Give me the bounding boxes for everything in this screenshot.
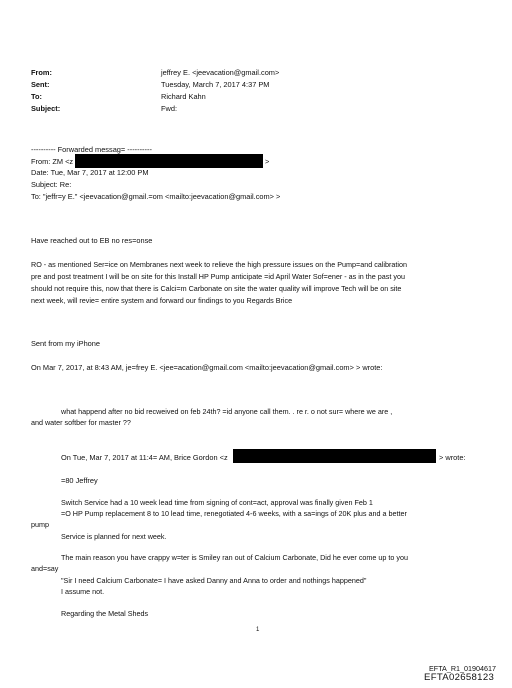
body-ro-line: RO - as mentioned Ser=ice on Membranes next week to relieve the high pressure issues on the Pump=and calibration — [31, 260, 407, 269]
body-line-reached-out: Have reached out to EB no res=onse — [31, 236, 153, 245]
greeting: =80 Jeffrey — [61, 476, 98, 485]
redaction-block — [75, 154, 263, 168]
on-mar-wrote: On Mar 7, 2017, at 8:43 AM, je=frey E. <jee=acation@gmail.com <mailto:jeevacation@gmail.com> > wrote: — [31, 363, 383, 372]
quote-sir: "Sir I need Calcium Carbonate= I have asked Danny and Anna to order and nothings happened" — [61, 576, 367, 585]
forwarded-to: To: "jeffr=y E." <jeevacation@gmail.=om <mailto:jeevacation@gmail.com> > — [31, 192, 281, 201]
body-ro-line: pre and post treatment I will be on site for this Install HP Pump anticipate =id April Water Sof=ener - as in the past you — [31, 272, 405, 281]
to-value: Richard Kahn — [161, 92, 206, 101]
quote-line: what happend after no bid recweived on feb 24th? =id anyone call them. . re r. o not sur= where we are , — [61, 407, 393, 416]
switch-line: =O HP Pump replacement 8 to 10 lead time, renegotiated 4-6 weeks, with a sa=ings of 20K plus and a better — [61, 509, 407, 518]
on-tue-wrote-suffix: > wrote: — [439, 453, 466, 462]
subject-value: Fwd: — [161, 104, 178, 113]
from-value: jeffrey E. <jeevacation@gmail.com> — [161, 68, 280, 77]
efta-id-large: EFTA02658123 — [424, 672, 495, 683]
switch-line: Switch Service had a 10 week lead time from signing of cont=act, approval was finally given Feb 1 — [61, 498, 373, 507]
metal-sheds: Regarding the Metal Sheds — [61, 609, 149, 618]
body-ro-line: should not require this, now that there is Calci=m Carbonate on site the water quality will improve Tech will be on site — [31, 284, 402, 293]
sent-from-iphone: Sent from my iPhone — [31, 339, 101, 348]
body-ro-line: next week, will revie= entire system and forward our findings to you Regards Brice — [31, 296, 293, 305]
subject-label: Subject: — [31, 104, 61, 113]
page-number: 1 — [256, 627, 260, 633]
and-say: and=say — [31, 564, 59, 573]
from-label: From: — [31, 68, 52, 77]
efta-id-small: EFTA_R1_01904617 — [429, 664, 496, 673]
forwarded-from-close: > — [265, 157, 270, 166]
on-tue-wrote: On Tue, Mar 7, 2017 at 11:4= AM, Brice Gordon <z — [61, 453, 228, 462]
to-label: To: — [31, 92, 42, 101]
forwarded-subject: Subject: Re: — [31, 180, 72, 189]
redaction-block — [233, 449, 436, 463]
forwarded-from: From: ZM <z — [31, 157, 74, 166]
service-planned: Service is planned for next week. — [61, 532, 167, 541]
sent-label: Sent: — [31, 80, 50, 89]
sent-value: Tuesday, March 7, 2017 4:37 PM — [161, 80, 270, 89]
pump-word: pump — [31, 520, 49, 529]
assume-not: I assume not. — [61, 587, 105, 596]
reason-line: The main reason you have crappy w=ter is Smiley ran out of Calcium Carbonate, Did he ever come up to you — [61, 553, 408, 562]
quote-line: and water softber for master ?? — [31, 418, 131, 427]
forwarded-banner: ---------- Forwarded messag= ---------- — [31, 145, 152, 154]
forwarded-date: Date: Tue, Mar 7, 2017 at 12:00 PM — [31, 168, 149, 177]
